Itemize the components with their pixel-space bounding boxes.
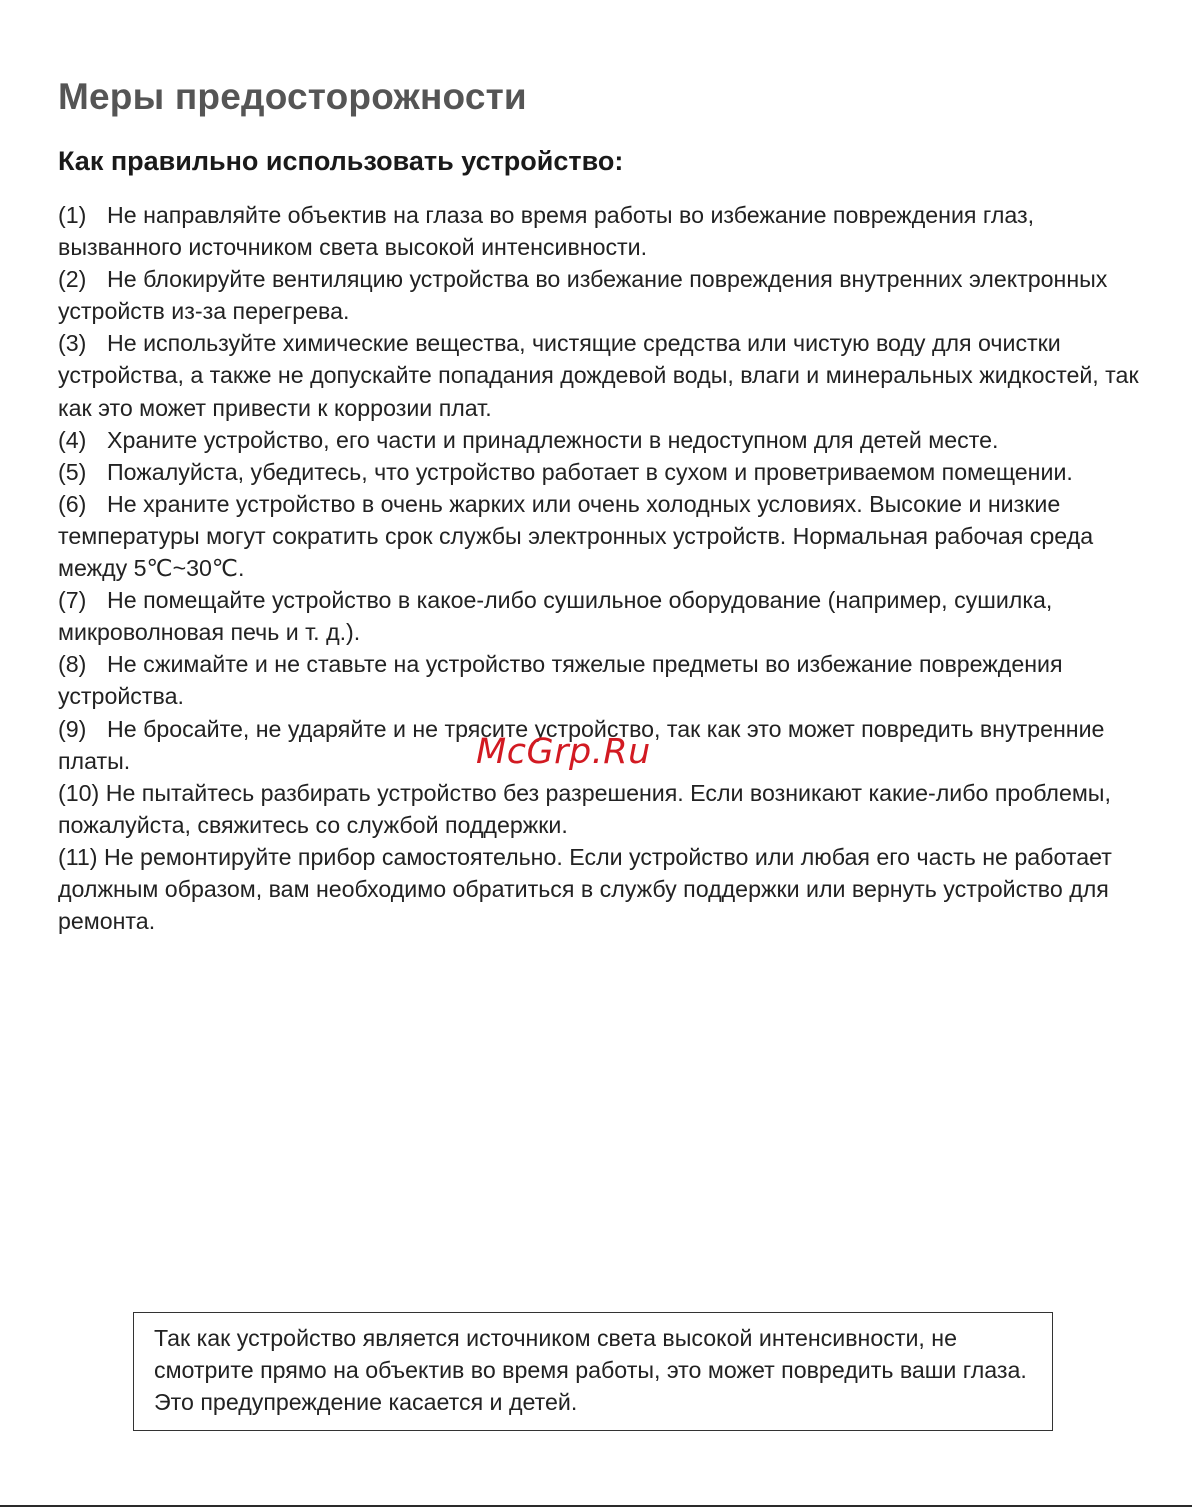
item-text: Не ремонтируйте прибор самостоятельно. Если устройство или любая его часть не работает должным образом, вам необходимо обратиться в службу поддержки или вернуть устройство для ремонта. xyxy=(58,843,1112,935)
item-text: Не бросайте, не ударяйте и не трясите устройство, так как это может повредить внутренние платы. xyxy=(58,715,1105,774)
list-item xyxy=(58,777,1148,841)
item-text: Не сжимайте и не ставьте на устройство тяжелые предметы во избежание повреждения устройства. xyxy=(58,651,1063,710)
list-item xyxy=(58,199,1148,263)
list-item xyxy=(58,488,1148,584)
watermark: McGrp.Ru xyxy=(476,732,651,772)
list-item xyxy=(58,263,1148,327)
item-number: (1) xyxy=(58,202,87,228)
item-number: (8) xyxy=(58,651,87,678)
item-text: Пожалуйста, убедитесь, что устройство работает в сухом и проветриваемом помещении. xyxy=(107,458,1073,485)
item-number: (11) xyxy=(58,843,98,870)
item-number: (2) xyxy=(58,266,87,293)
bottom-divider xyxy=(0,1505,1192,1507)
list-item xyxy=(58,424,1148,456)
item-text: Не используйте химические вещества, чистящие средства или чистую воду для очистки устройства, а также не допускайте попадания дождевой воды, влаги и минеральных жидкостей, так как это может привести к коррозии плат. xyxy=(58,330,1139,421)
precaution-list xyxy=(58,199,1148,937)
list-item xyxy=(58,648,1148,712)
list-item xyxy=(58,584,1148,648)
item-text: Не пытайтесь разбирать устройство без разрешения. Если возникают какие-либо проблемы, пожалуйста, свяжитесь со службой поддержки. xyxy=(58,779,1111,838)
item-number: (6) xyxy=(58,490,87,517)
item-number: (10) xyxy=(58,779,100,806)
item-text: Не блокируйте вентиляцию устройства во избежание повреждения внутренних электронных устройств из-за перегрева. xyxy=(58,266,1108,325)
section-title: Как правильно использовать устройство: xyxy=(58,146,624,176)
item-number: (4) xyxy=(58,426,87,453)
warning-box xyxy=(133,1312,1053,1431)
item-number: (5) xyxy=(58,458,87,485)
item-text: Храните устройство, его части и принадлежности в недоступном для детей месте. xyxy=(107,426,999,453)
item-text: Не храните устройство в очень жарких или очень холодных условиях. Высокие и низкие температуры могут сократить срок службы электронных устройств. Нормальная рабочая среда между 5℃~30℃. xyxy=(58,490,1094,582)
list-item xyxy=(58,327,1148,423)
list-item xyxy=(58,841,1148,937)
item-text: Не помещайте устройство в какое-либо сушильное оборудование (например, сушилка, микроволновая печь и т. д.). xyxy=(58,587,1053,646)
list-item xyxy=(58,456,1148,488)
item-number: (9) xyxy=(58,715,87,742)
page-title: Меры предосторожности xyxy=(58,76,527,117)
item-number: (7) xyxy=(58,587,87,614)
item-text: Не направляйте объектив на глаза во время работы во избежание повреждения глаз, вызванного источником света высокой интенсивности. xyxy=(58,202,1035,261)
item-number: (3) xyxy=(58,330,87,357)
warning-text: Так как устройство является источником света высокой интенсивности, не смотрите прямо на объектив во время работы, это может повредить ваши глаза. Это предупреждение касается и детей. xyxy=(154,1325,1027,1416)
